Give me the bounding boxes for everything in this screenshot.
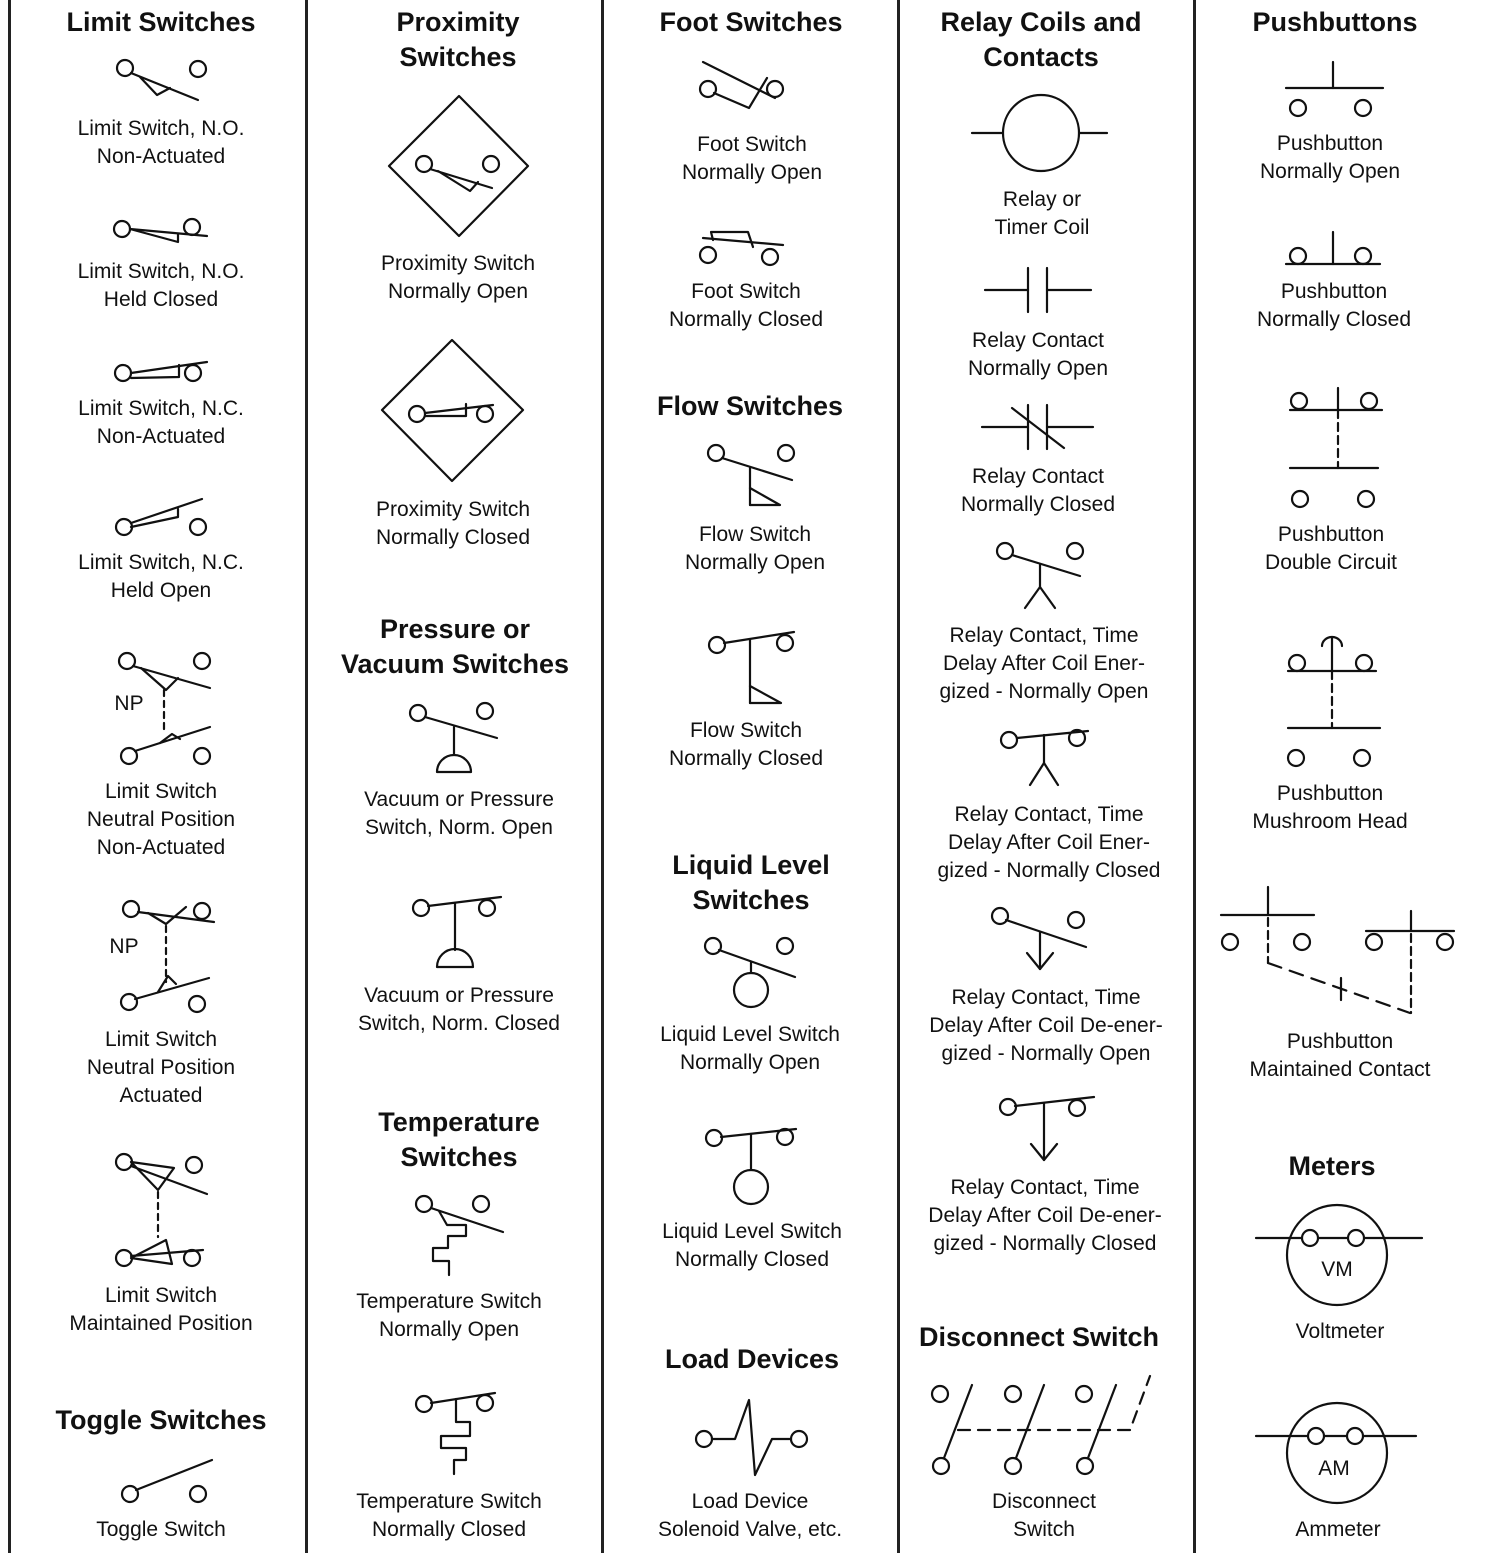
limit-switch-neutral-actuated-caption: Limit Switch Neutral Position Actuated [86,1028,236,1107]
voltmeter-label: VM [1321,1258,1353,1281]
relay-contact-nc-icon [982,405,1093,449]
limit-switch-maintained-icon [116,1154,207,1266]
relay-contact-nc-caption: Relay Contact Normally Closed [960,465,1116,516]
temperature-switch-nc-caption: Temperature Switch Normally Closed [356,1490,542,1541]
time-delay-energized-no-caption: Relay Contact, Time Delay After Coil Ener- gized - Normally Open [939,624,1149,703]
liquid-level-nc-icon [706,1129,796,1204]
flow-switch-nc-caption: Flow Switch Normally Closed [668,719,824,770]
ammeter-icon [1256,1403,1416,1503]
pushbutton-no-icon [1286,62,1383,116]
voltmeter-caption: Voltmeter [1295,1320,1385,1343]
pushbutton-nc-icon [1286,232,1380,264]
relay-contact-no-icon [985,268,1091,312]
pushbutton-maintained-contact-caption: Pushbutton Maintained Contact [1249,1030,1431,1081]
ammeter-label: AM [1318,1457,1350,1480]
pushbutton-mushroom-head-icon [1288,637,1380,766]
pushbutton-maintained-contact-icon [1221,887,1454,1013]
limit-switch-nc-non-actuated-caption: Limit Switch, N.C. Non-Actuated [78,397,244,448]
limit-switch-nc-held-open-icon [116,499,206,535]
limit-switch-no-non-actuated-caption: Limit Switch, N.O. Non-Actuated [77,117,245,168]
load-device-icon [696,1400,807,1475]
foot-switch-nc-icon [700,232,783,265]
pressure-switches-heading: Pressure or Vacuum Switches [340,614,570,679]
proximity-switch-no-icon [389,96,528,236]
pushbutton-mushroom-head-caption: Pushbutton Mushroom Head [1252,782,1408,833]
flow-switches-heading: Flow Switches [656,391,844,421]
pressure-switch-nc-icon [413,897,501,967]
temperature-switches-heading: Temperature Switches [378,1107,540,1172]
limit-switches-heading: Limit Switches [66,7,256,37]
flow-switch-nc-icon [709,632,794,703]
pressure-switch-nc-caption: Vacuum or Pressure Switch, Norm. Closed [358,984,560,1035]
liquid-level-switches-heading: Liquid Level Switches [672,850,830,915]
toggle-switches-heading: Toggle Switches [55,1405,267,1435]
relay-coil-icon [972,95,1107,171]
time-delay-deenergized-no-caption: Relay Contact, Time Delay After Coil De-ener- gized - Normally Open [929,986,1163,1065]
pushbutton-nc-caption: Pushbutton Normally Closed [1256,280,1412,331]
pressure-switch-no-caption: Vacuum or Pressure Switch, Norm. Open [364,788,554,839]
pressure-switch-no-icon [410,703,497,772]
relay-contact-no-caption: Relay Contact Normally Open [967,329,1109,380]
temperature-switch-nc-icon [416,1393,495,1474]
pushbuttons-heading: Pushbuttons [1252,7,1418,37]
limit-switch-no-held-closed-icon [114,219,207,242]
time-delay-energized-nc-caption: Relay Contact, Time Delay After Coil Ener- gized - Normally Closed [937,803,1161,882]
time-delay-deenergized-nc-caption: Relay Contact, Time Delay After Coil De-ener- gized - Normally Closed [928,1176,1162,1255]
pushbutton-no-caption: Pushbutton Normally Open [1259,132,1401,183]
ammeter-caption: Ammeter [1295,1518,1381,1541]
relay-coil-caption: Relay or Timer Coil [994,188,1090,239]
proximity-switch-nc-caption: Proximity Switch Normally Closed [375,498,531,549]
temperature-switch-no-icon [416,1196,503,1275]
foot-switch-nc-caption: Foot Switch Normally Closed [668,280,824,331]
neutral-position-tag: NP [114,692,144,715]
voltmeter-icon [1256,1205,1422,1305]
flow-switch-no-caption: Flow Switch Normally Open [684,523,826,574]
foot-switches-heading: Foot Switches [659,7,843,37]
disconnect-switch-icon [932,1376,1150,1474]
proximity-switches-heading: Proximity Switches [396,7,520,72]
liquid-level-no-caption: Liquid Level Switch Normally Open [660,1023,840,1074]
proximity-switch-no-caption: Proximity Switch Normally Open [380,252,536,303]
limit-switch-neutral-non-actuated-caption: Limit Switch Neutral Position Non-Actuated [86,780,236,859]
toggle-switch-caption: Toggle Switch [96,1518,226,1541]
relay-coils-contacts-heading: Relay Coils and Contacts [940,7,1142,72]
foot-switch-no-icon [700,62,783,108]
time-delay-energized-no-icon [997,543,1083,608]
load-devices-heading: Load Devices [664,1344,840,1374]
flow-switch-no-icon [708,445,794,505]
disconnect-switch-heading: Disconnect Switch [918,1322,1160,1352]
limit-switch-no-held-closed-caption: Limit Switch, N.O. Held Closed [77,260,245,311]
limit-switch-maintained-caption: Limit Switch Maintained Position [69,1284,253,1335]
liquid-level-no-icon [705,938,795,1007]
limit-switch-nc-non-actuated-icon [115,362,207,381]
liquid-level-nc-caption: Liquid Level Switch Normally Closed [662,1220,842,1271]
toggle-switch-icon [122,1460,212,1502]
limit-switch-no-non-actuated-icon [117,60,206,100]
load-device-caption: Load Device Solenoid Valve, etc. [657,1490,843,1541]
neutral-position-tag: NP [109,935,139,958]
disconnect-switch-caption: Disconnect Switch [992,1490,1096,1541]
time-delay-deenergized-no-icon [992,908,1086,969]
foot-switch-no-caption: Foot Switch Normally Open [681,133,823,184]
pushbutton-double-circuit-icon [1290,388,1382,507]
time-delay-energized-nc-icon [1001,730,1088,785]
proximity-switch-nc-icon [382,340,523,481]
temperature-switch-no-caption: Temperature Switch Normally Open [356,1290,542,1341]
time-delay-deenergized-nc-icon [1000,1097,1094,1160]
limit-switch-nc-held-open-caption: Limit Switch, N.C. Held Open [78,551,244,602]
meters-heading: Meters [1288,1151,1376,1181]
pushbutton-double-circuit-caption: Pushbutton Double Circuit [1265,523,1397,574]
